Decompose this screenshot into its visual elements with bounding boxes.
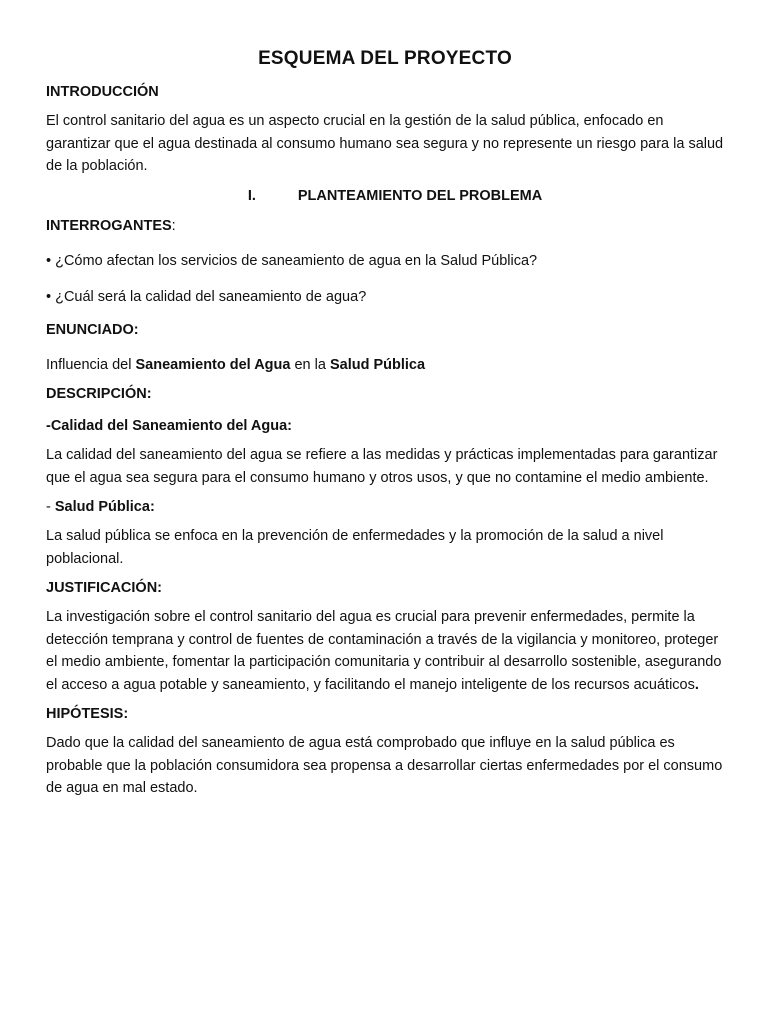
introduction-body: El control sanitario del agua es un aspecto crucial en la gestión de la salud pública, enfocado en garantizar que el agua destinada al consumo humano sea segura y no represente un riesgo para la salud de la población. xyxy=(46,113,724,174)
salud-subheading xyxy=(46,499,724,515)
justificacion-body xyxy=(46,606,724,696)
descripcion-heading: DESCRIPCIÓN: xyxy=(46,386,152,402)
enunciado-heading: ENUNCIADO: xyxy=(46,321,139,338)
enunciado-body xyxy=(46,354,724,377)
interrogante-item: • ¿Cuál será la calidad del saneamiento de agua? xyxy=(46,288,367,305)
enunciado-bold-2: Salud Pública xyxy=(329,356,426,373)
justificacion-end-mark: . xyxy=(694,676,699,693)
calidad-body: La calidad del saneamiento del agua se refiere a las medidas y prácticas implementadas para garantizar que el agua sea segura para el consumo humano y otros usos, y que no contamine el medio ambiente. xyxy=(46,447,718,486)
enunciado-bold-1: Saneamiento del Agua xyxy=(135,356,291,373)
interrogante-item: • ¿Cómo afectan los servicios de saneamiento de agua en la Salud Pública? xyxy=(46,252,538,269)
enunciado-part-1: Influencia del xyxy=(46,356,136,373)
document-title: ESQUEMA DEL PROYECTO xyxy=(258,48,512,69)
interrogantes-heading-colon: : xyxy=(171,217,176,234)
salud-subheading-text: Salud Pública: xyxy=(54,499,155,515)
introduction-heading: INTRODUCCIÓN xyxy=(46,84,159,100)
salud-body: La salud pública se enfoca en la prevención de enfermedades y la promoción de la salud a nivel poblacional. xyxy=(46,528,664,567)
section-1-title xyxy=(46,188,724,204)
justificacion-text: La investigación sobre el control sanitario del agua es crucial para prevenir enfermedades, permite la detección temprana y control de fuentes de contaminación a través de la vigilancia y monitoreo, proteger el medio ambiente, fomentar la participación comunitaria y contribuir al desarrollo sostenible, asegurando el acceso a agua potable y saneamiento, y facilitando el manejo inteligente de los recursos acuáticos xyxy=(46,609,722,693)
interrogantes-heading xyxy=(46,218,724,234)
enunciado-part-2: en la xyxy=(290,356,330,373)
hipotesis-body: Dado que la calidad del saneamiento de agua está comprobado que influye en la salud pública es probable que la población consumidora sea propensa a desarrollar ciertas enfermedades por el consumo de agua en mal estado. xyxy=(46,735,723,796)
hipotesis-heading: HIPÓTESIS: xyxy=(46,706,129,722)
section-1-label: PLANTEAMIENTO DEL PROBLEMA xyxy=(297,187,543,204)
salud-subheading-prefix: - xyxy=(46,499,55,515)
interrogantes-heading-text: INTERROGANTES xyxy=(46,217,172,234)
section-1-number: I. xyxy=(247,187,256,204)
calidad-subheading: -Calidad del Saneamiento del Agua: xyxy=(46,418,293,434)
justificacion-heading: JUSTIFICACIÓN: xyxy=(46,580,162,596)
